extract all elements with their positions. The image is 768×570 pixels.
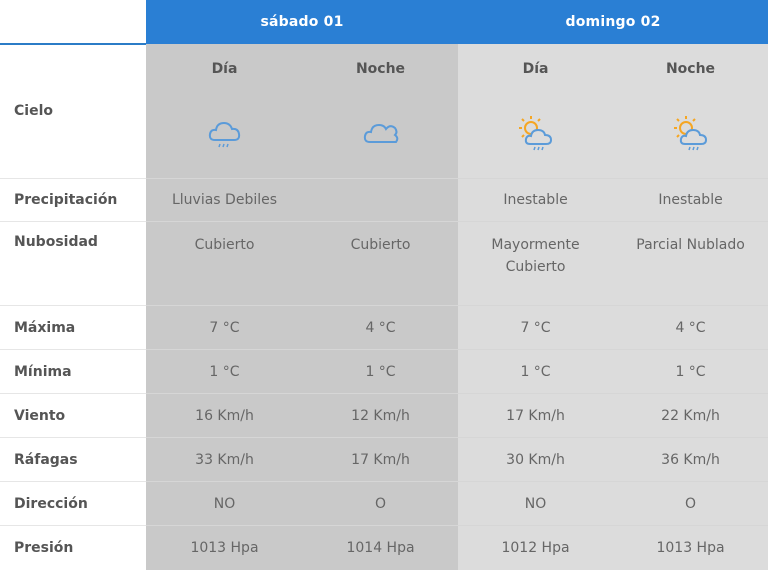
period-corner [0, 44, 146, 93]
row-label-nubosidad: Nubosidad [0, 222, 146, 306]
row-rafagas [0, 438, 768, 482]
sky-sun-night [613, 93, 768, 179]
row-minima [0, 350, 768, 394]
value-cell: O [613, 482, 768, 526]
row-label-viento: Viento [0, 394, 146, 438]
value-cell: 17 Km/h [303, 438, 458, 482]
sky-sun-day [458, 93, 613, 179]
value-cell: O [303, 482, 458, 526]
value-cell: 12 Km/h [303, 394, 458, 438]
value-cell: Lluvias Debiles [146, 179, 303, 222]
value-cell: 1014 Hpa [303, 526, 458, 570]
cloud-icon [361, 114, 401, 154]
value-cell: 1012 Hpa [458, 526, 613, 570]
value-cell: 1013 Hpa [613, 526, 768, 570]
value-cell: 17 Km/h [458, 394, 613, 438]
value-cell: NO [146, 482, 303, 526]
value-cell: 1 °C [458, 350, 613, 394]
sky-sat-day [146, 93, 303, 179]
period-header-row [0, 44, 768, 93]
row-cielo [0, 93, 768, 179]
value-cell: 1013 Hpa [146, 526, 303, 570]
row-presion [0, 526, 768, 570]
row-nubosidad [0, 222, 768, 306]
value-cell: Mayormente Cubierto [458, 222, 613, 306]
row-label-minima: Mínima [0, 350, 146, 394]
row-precipitacion [0, 179, 768, 222]
header-corner [0, 0, 146, 44]
cloud-rain-icon [205, 114, 245, 154]
value-cell: 22 Km/h [613, 394, 768, 438]
value-cell: 33 Km/h [146, 438, 303, 482]
day-header-sunday: domingo 02 [458, 0, 768, 44]
period-sun-night: Noche [613, 44, 768, 93]
row-label-precipitacion: Precipitación [0, 179, 146, 222]
period-sun-day: Día [458, 44, 613, 93]
value-cell: Inestable [458, 179, 613, 222]
value-cell: 1 °C [146, 350, 303, 394]
day-header-row [0, 0, 768, 44]
period-sat-night: Noche [303, 44, 458, 93]
sun-cloud-rain-icon [516, 114, 556, 154]
day-header-saturday: sábado 01 [146, 0, 458, 44]
value-cell: 30 Km/h [458, 438, 613, 482]
value-cell: 1 °C [303, 350, 458, 394]
value-cell: 36 Km/h [613, 438, 768, 482]
row-viento [0, 394, 768, 438]
row-label-cielo: Cielo [0, 93, 146, 179]
value-cell: 1 °C [613, 350, 768, 394]
value-cell: 16 Km/h [146, 394, 303, 438]
sun-cloud-rain-icon [671, 114, 711, 154]
row-direccion [0, 482, 768, 526]
value-cell: 7 °C [146, 306, 303, 350]
value-cell: 7 °C [458, 306, 613, 350]
row-label-rafagas: Ráfagas [0, 438, 146, 482]
row-label-presion: Presión [0, 526, 146, 570]
value-cell: Cubierto [303, 222, 458, 306]
period-sat-day: Día [146, 44, 303, 93]
value-cell [303, 179, 458, 222]
value-cell: Parcial Nublado [613, 222, 768, 306]
row-maxima [0, 306, 768, 350]
row-label-direccion: Dirección [0, 482, 146, 526]
value-cell: 4 °C [613, 306, 768, 350]
value-cell: 4 °C [303, 306, 458, 350]
value-cell: Inestable [613, 179, 768, 222]
sky-sat-night [303, 93, 458, 179]
value-cell: NO [458, 482, 613, 526]
value-cell: Cubierto [146, 222, 303, 306]
row-label-maxima: Máxima [0, 306, 146, 350]
